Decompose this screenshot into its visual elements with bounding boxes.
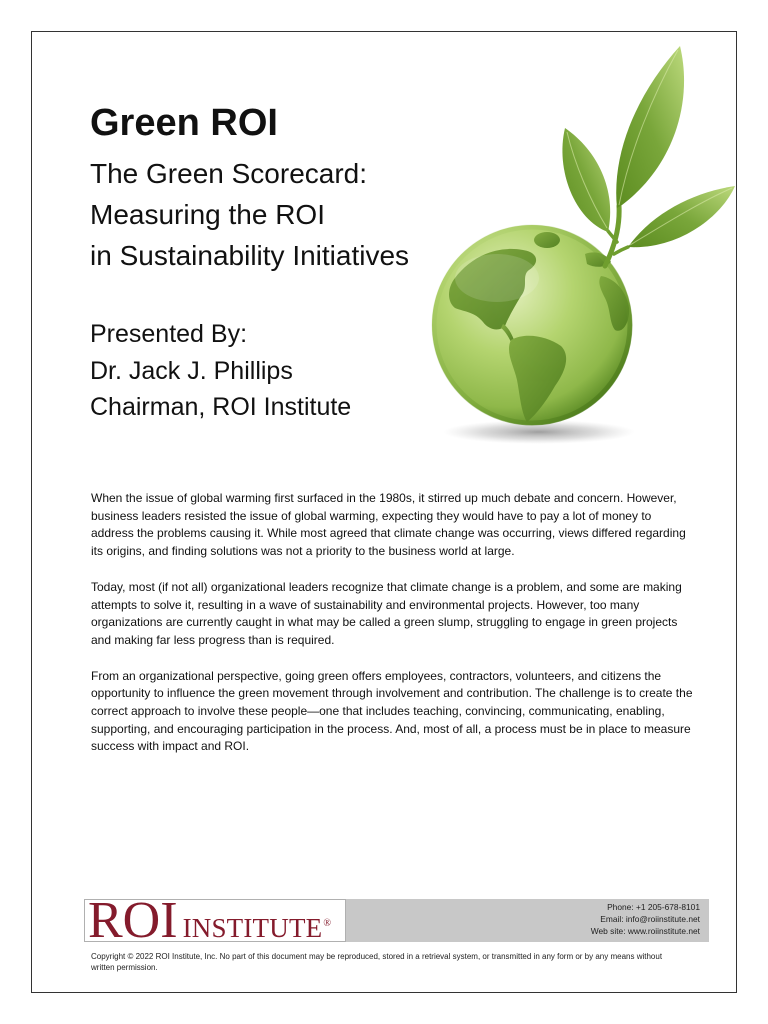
leaf-right	[628, 186, 735, 247]
globe-highlight	[455, 254, 539, 302]
subtitle-line: The Green Scorecard:	[90, 158, 368, 189]
copyright-notice: Copyright © 2022 ROI Institute, Inc. No part of this document may be reproduced, stored in a retrieval system, or transmitted in any form or by any means without written permission.	[91, 952, 663, 972]
contact-info	[591, 901, 700, 937]
body-paragraph: From an organizational perspective, going green offers employees, contractors, volunteers, and citizens the opportunity to influence the green movement through involvement and contribution. The challenge is to create the correct approach to involve these people—one that includes teaching, convincing, communicating, enabling, supporting, and encouraging participation in the process. And, most of all, a process must be in place to measure success with impact and ROI.	[91, 668, 693, 754]
sprout-branch-right	[614, 247, 628, 254]
body-paragraph: When the issue of global warming first surfaced in the 1980s, it stirred up much debate and concern. However, business leaders resisted the issue of global warming, expecting they would have to pay a lot of money to address the problems causing it. While most agreed that climate change was occurring, views differed regarding its origins, and finding solutions was not a priority to the business world at large.	[91, 491, 686, 559]
registered-mark: ®	[323, 918, 331, 929]
logo-secondary-text: INSTITUTE	[182, 913, 323, 942]
contact-phone: Phone: +1 205-678-8101	[607, 902, 700, 912]
presenter-role: Chairman, ROI Institute	[90, 393, 352, 421]
logo-primary-text: ROI	[88, 899, 178, 942]
footer-bar	[84, 899, 709, 942]
globe-with-leaves-icon	[425, 40, 737, 450]
body-text	[91, 490, 697, 774]
presenter-block	[90, 316, 351, 426]
globe	[432, 225, 632, 425]
contact-website: Web site: www.roiinstitute.net	[590, 926, 700, 936]
subtitle-line: in Sustainability Initiatives	[90, 240, 410, 271]
sprout	[562, 46, 735, 266]
document-subtitle	[90, 153, 409, 276]
roi-institute-logo	[84, 899, 346, 942]
presenter-name: Dr. Jack J. Phillips	[90, 356, 293, 385]
body-paragraph: Today, most (if not all) organizational leaders recognize that climate change is a problem, and some are making attempts to solve it, resulting in a wave of sustainability and environmental projects. However, too many organizations are currently caught in what may be called a green slump, struggling to engage in green projects and making far less progress than is required.	[91, 579, 682, 647]
presented-by-label: Presented By:	[90, 320, 248, 348]
subtitle-line: Measuring the ROI	[90, 199, 325, 230]
continent-greenland	[534, 232, 560, 248]
leaf-tall	[616, 46, 684, 208]
contact-email: Email: info@roiinstitute.net	[600, 914, 700, 924]
logo-text	[88, 899, 331, 942]
document-title: Green ROI	[90, 102, 278, 144]
